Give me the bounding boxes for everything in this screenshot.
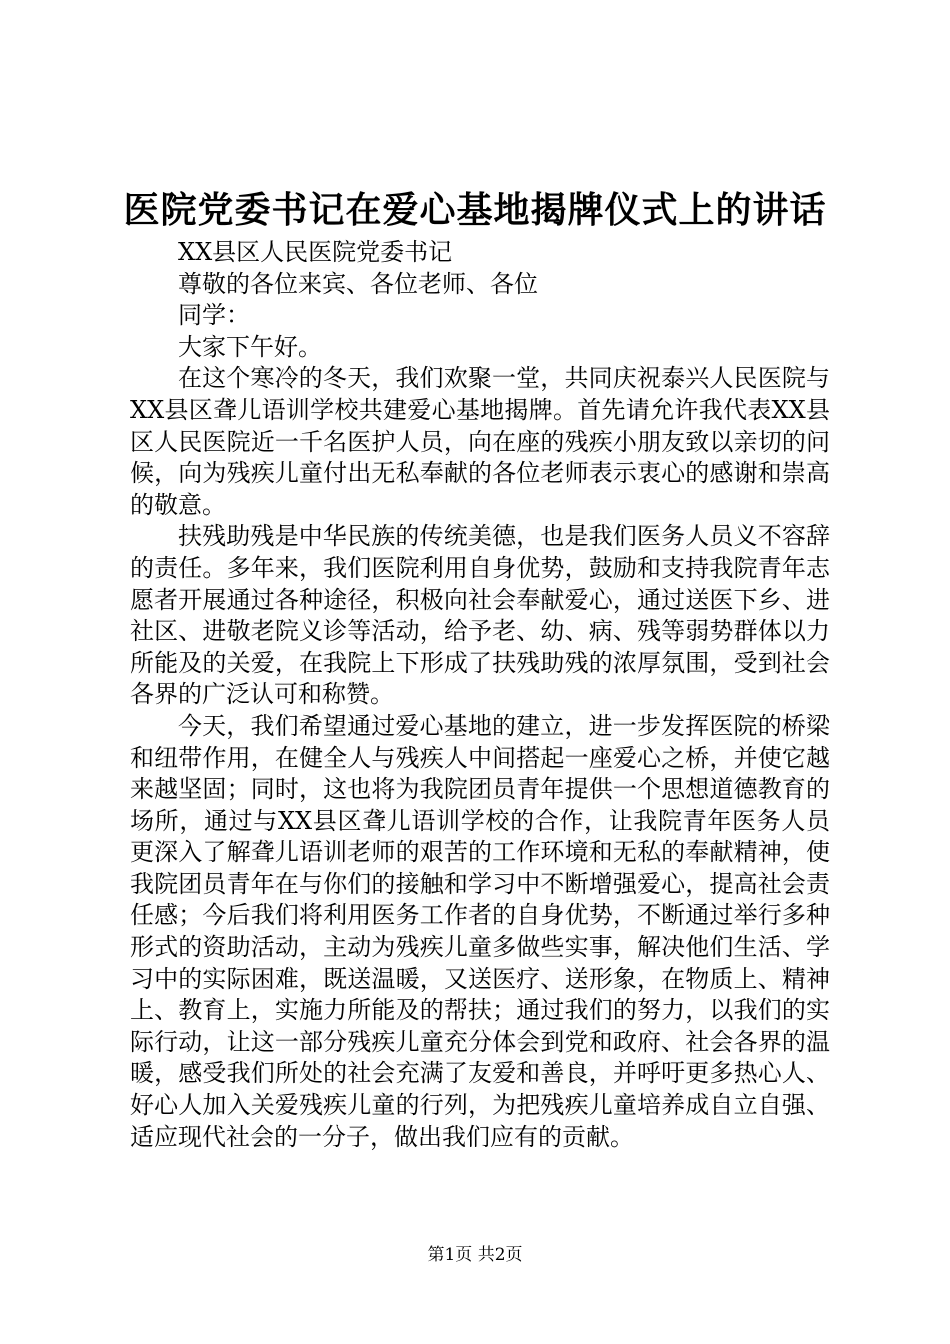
page-footer: 第1页 共2页 <box>427 1245 523 1265</box>
paragraph-1: 在这个寒冷的冬天，我们欢聚一堂，共同庆祝泰兴人民医院与XX县区聋儿语训学校共建爱心基地揭牌。首先请允许我代表XX县区人民医院近一千名医护人员，向在座的残疾小朋友致以亲切的问候，向为残疾儿童付出无私奉献的各位老师表示衷心的感谢和崇高的敬意。 <box>130 364 830 519</box>
document-title: 医院党委书记在爱心基地揭牌仪式上的讲话 <box>123 189 827 231</box>
salutation-line: 尊敬的各位来宾、各位老师、各位 <box>178 269 538 298</box>
paragraph-3: 今天，我们希望通过爱心基地的建立，进一步发挥医院的桥梁和纽带作用，在健全人与残疾人中间搭起一座爱心之桥，并使它越来越坚固；同时，这也将为我院团员青年提供一个思想道德教育的场所，通过与XX县区聋儿语训学校的合作，让我院青年医务人员更深入了解聋儿语训老师的艰苦的工作环境和无私的奉献精神，使我院团员青年在与你们的接触和学习中不断增强爱心，提高社会责任感；今后我们将利用医务工作者的自身优势，不断通过举行多种形式的资助活动，主动为残疾儿童多做些实事，解决他们生活、学习中的实际困难，既送温暖，又送医疗、送形象，在物质上、精神上、教育上，实施力所能及的帮扶；通过我们的努力，以我们的实际行动，让这一部分残疾儿童充分体会到党和政府、社会各界的温暖，感受我们所处的社会充满了友爱和善良，并呼吁更多热心人、好心人加入关爱残疾儿童的行列，为把残疾儿童培养成自立自强、适应现代社会的一分子，做出我们应有的贡献。 <box>130 711 830 1151</box>
paragraph-2: 扶残助残是中华民族的传统美德，也是我们医务人员义不容辞的责任。多年来，我们医院利用自身优势，鼓励和支持我院青年志愿者开展通过各种途径，积极向社会奉献爱心，通过送医下乡、进社区、进敬老院义诊等活动，给予老、幼、病、残等弱势群体以力所能及的关爱，在我院上下形成了扶残助残的浓厚氛围，受到社会各界的广泛认可和称赞。 <box>130 522 830 709</box>
author-line: XX县区人民医院党委书记 <box>178 238 453 266</box>
document-body <box>130 237 830 1153</box>
greeting-line: 大家下午好。 <box>178 332 322 361</box>
salutation-continuation: 同学： <box>178 301 250 330</box>
